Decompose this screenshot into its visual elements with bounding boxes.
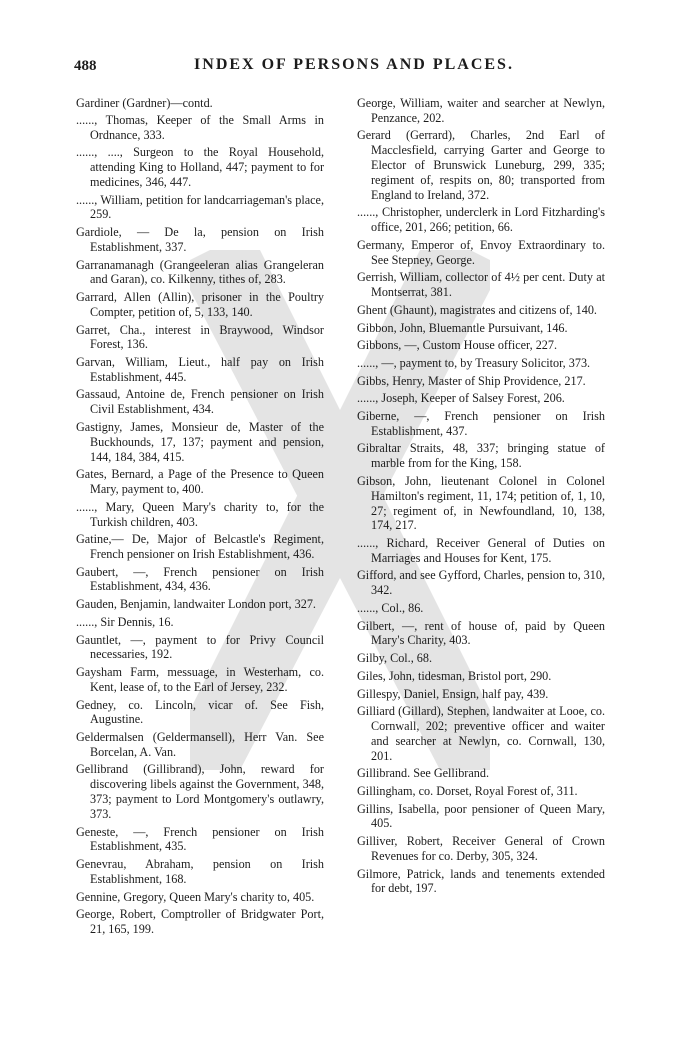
index-entry: Gastigny, James, Monsieur de, Master of the Buckhounds, 17, 137; payment and pension, 144, 184, 384, 415. (76, 419, 324, 464)
index-entry: Gennine, Gregory, Queen Mary's charity to, 405. (76, 889, 315, 904)
index-entry: Gerrish, William, collector of 4½ per cent. Duty at Montserrat, 381. (357, 270, 605, 300)
index-column-right (357, 96, 605, 899)
index-entry: Gardiner (Gardner)—contd. (76, 96, 213, 110)
index-entry: Gilbert, —, rent of house of, paid by Queen Mary's Charity, 403. (357, 618, 605, 648)
running-title: INDEX OF PERSONS AND PLACES. (194, 56, 514, 73)
index-entry: Geldermalsen (Geldermansell), Herr Van. See Borcelan, A. Van. (76, 730, 324, 759)
index-entry: ......, Thomas, Keeper of the Small Arms in Ordnance, 333. (76, 112, 324, 142)
index-entry: Gibbons, —, Custom House officer, 227. (357, 338, 558, 353)
index-entry: George, William, waiter and searcher at Newlyn, Penzance, 202. (357, 96, 605, 125)
index-entry: Giberne, —, French pensioner on Irish Establishment, 437. (357, 408, 605, 438)
index-entry: Gillespy, Daniel, Ensign, half pay, 439. (357, 686, 549, 701)
index-entry: Gilmore, Patrick, lands and tenements extended for debt, 197. (357, 866, 605, 896)
index-entry: ......, Col., 86. (357, 600, 424, 615)
index-entry: Giles, John, tidesman, Bristol port, 290. (357, 668, 552, 683)
index-entry: Gauden, Benjamin, landwaiter London port, 327. (76, 597, 316, 612)
index-entry: ......, Christopher, underclerk in Lord Fitzharding's office, 201, 266; petition, 66. (357, 205, 605, 235)
index-entry: Gerard (Gerrard), Charles, 2nd Earl of Macclesfield, carrying Garter and George to Elector of Brunswick Luneburg, 299, 335; regiment of, respits on, 80; transported from England to Ireland, 372. (357, 128, 605, 202)
index-entry: ......, Joseph, Keeper of Salsey Forest, 206. (357, 391, 565, 406)
index-entry: Gillingham, co. Dorset, Royal Forest of, 311. (357, 783, 578, 798)
index-entry: Genevrau, Abraham, pension on Irish Establishment, 168. (76, 857, 324, 886)
index-column-left (76, 96, 324, 940)
index-entry: ......, Richard, Receiver General of Duties on Marriages and Houses for Kent, 175. (357, 535, 605, 565)
index-entry: ......, ...., Surgeon to the Royal Household, attending King to Holland, 447; payment to for medicines, 346, 447. (76, 145, 324, 189)
index-entry: ......, Mary, Queen Mary's charity to, for the Turkish children, 403. (76, 499, 324, 529)
index-entry: Gibraltar Straits, 48, 337; bringing statue of marble from for the King, 158. (357, 441, 605, 471)
index-entry: Gibson, John, lieutenant Colonel in Colonel Hamilton's regiment, 11, 174; petition of, 1, 10, 27; regiment of, in Newfoundland, 10, 138, 174, 217. (357, 473, 605, 533)
index-entry: ......, Sir Dennis, 16. (76, 614, 174, 629)
index-entry: Gardiole, — De la, pension on Irish Establishment, 337. (76, 225, 324, 254)
index-entry: Garrard, Allen (Allin), prisoner in the Poultry Compter, petition of, 5, 133, 140. (76, 290, 324, 319)
index-entry: Geneste, —, French pensioner on Irish Establishment, 435. (76, 824, 324, 854)
index-entry: Gauntlet, —, payment to for Privy Council necessaries, 192. (76, 632, 324, 662)
index-entry: Gaubert, —, French pensioner on Irish Establishment, 434, 436. (76, 564, 324, 594)
index-entry: Gassaud, Antoine de, French pensioner on Irish Civil Establishment, 434. (76, 387, 324, 417)
index-entry: George, Robert, Comptroller of Bridgwater Port, 21, 165, 199. (76, 907, 324, 937)
page-number: 488 (74, 58, 97, 74)
index-entry: Gaysham Farm, messuage, in Westerham, co. Kent, lease of, to the Earl of Jersey, 232. (76, 665, 324, 694)
index-entry: Gatine,— De, Major of Belcastle's Regiment, French pensioner on Irish Establishment, 436. (76, 532, 324, 561)
index-entry: Gedney, co. Lincoln, vicar of. See Fish, Augustine. (76, 697, 324, 727)
index-entry: Gillins, Isabella, poor pensioner of Queen Mary, 405. (357, 801, 605, 831)
index-entry: Germany, Emperor of, Envoy Extraordinary to. See Stepney, George. (357, 237, 605, 267)
index-entry: ......, —, payment to, by Treasury Solicitor, 373. (357, 355, 591, 370)
page-header (74, 56, 634, 80)
index-entry: Ghent (Ghaunt), magistrates and citizens of, 140. (357, 302, 597, 317)
index-entry: ......, William, petition for landcarriageman's place, 259. (76, 192, 324, 222)
index-entry: Gilby, Col., 68. (357, 651, 433, 666)
index-entry: Gifford, and see Gyfford, Charles, pension to, 310, 342. (357, 568, 605, 598)
index-entry: Gibbon, John, Bluemantle Pursuivant, 146. (357, 320, 568, 335)
index-entry: Garranamanagh (Grangeeleran alias Grangeleran and Garan), co. Kilkenny, tithes of, 283. (76, 257, 324, 287)
index-entry: Garret, Cha., interest in Braywood, Windsor Forest, 136. (76, 322, 324, 352)
index-entry: Gibbs, Henry, Master of Ship Providence, 217. (357, 373, 586, 388)
index-entry: Gillibrand. See Gellibrand. (357, 766, 489, 781)
index-entry: Gellibrand (Gillibrand), John, reward for discovering libels against the Government, 348, 373; payment to Lord Montgomery's outlawry, 373. (76, 762, 324, 821)
index-entry: Garvan, William, Lieut., half pay on Irish Establishment, 445. (76, 354, 324, 384)
index-entry: Gates, Bernard, a Page of the Presence to Queen Mary, payment to, 400. (76, 467, 324, 497)
index-entry: Gilliver, Robert, Receiver General of Crown Revenues for co. Derby, 305, 324. (357, 834, 605, 863)
index-entry: Gilliard (Gillard), Stephen, landwaiter at Looe, co. Cornwall, 202; preventive officer and waiter and searcher at Newlyn, co. Cornwall, 130, 201. (357, 704, 605, 763)
